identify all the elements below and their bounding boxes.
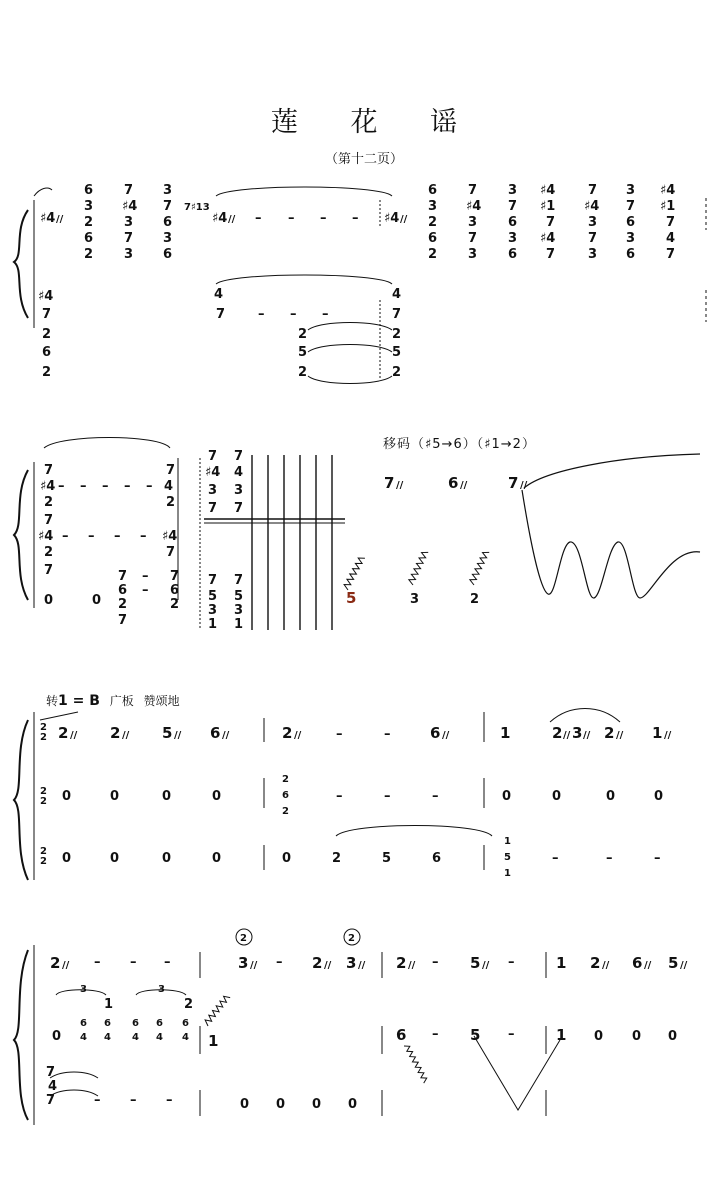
svg-text:4: 4 [156,1032,163,1043]
svg-text:0: 0 [594,1029,604,1044]
svg-text:–: – [432,955,439,970]
svg-text://: // [294,730,302,741]
svg-text:3: 3 [468,247,478,262]
svg-text:–: – [552,851,559,866]
svg-text:2: 2 [40,722,47,733]
svg-text:♯4: ♯4 [212,211,228,226]
rest-zero: 0 [348,1097,358,1112]
svg-text:3: 3 [163,183,173,198]
svg-text:6: 6 [430,724,441,742]
svg-text:2: 2 [332,851,342,866]
svg-text:2: 2 [298,327,308,342]
svg-text:2: 2 [42,327,52,342]
svg-text:3: 3 [238,954,249,972]
svg-text:–: – [322,307,329,322]
svg-text:2: 2 [590,954,601,972]
svg-text://: // [358,960,366,971]
svg-text:7: 7 [42,307,52,322]
svg-text:3: 3 [346,954,357,972]
svg-text:–: – [606,851,613,866]
key-eq: = B [67,693,100,709]
svg-text://: // [62,960,70,971]
svg-text:7: 7 [384,474,395,492]
svg-text:0: 0 [110,789,120,804]
svg-text:2: 2 [396,954,407,972]
svg-text:7: 7 [626,199,636,214]
svg-text:4: 4 [214,287,224,302]
svg-text:4: 4 [132,1032,139,1043]
svg-text:–: – [94,955,101,970]
svg-text:2: 2 [428,247,438,262]
svg-text:7: 7 [234,449,244,464]
expression-mark: 赞颂地 [143,694,180,708]
svg-text://: // [324,960,332,971]
svg-text:0: 0 [52,1029,62,1044]
svg-text:1: 1 [208,617,218,632]
svg-text:2: 2 [604,724,615,742]
svg-text://: // [122,730,130,741]
svg-text:♯4: ♯4 [40,479,56,494]
note: ♯4 [40,211,56,226]
svg-text:0: 0 [632,1029,642,1044]
svg-text:6: 6 [448,474,459,492]
svg-text:–: – [142,569,149,584]
svg-text:5: 5 [392,345,402,360]
svg-text:6: 6 [42,345,52,360]
svg-text:6: 6 [626,215,636,230]
svg-text:6: 6 [182,1018,189,1029]
svg-text:4: 4 [104,1032,111,1043]
svg-text:3: 3 [572,724,583,742]
svg-text:2: 2 [298,365,308,380]
svg-text:6: 6 [163,247,173,262]
svg-text:2: 2 [84,247,94,262]
svg-text:3: 3 [80,984,87,995]
svg-text:–: – [336,727,343,742]
svg-text:2: 2 [184,997,194,1012]
svg-text:5: 5 [504,852,511,863]
svg-text:6: 6 [118,583,128,598]
svg-text:5: 5 [668,954,679,972]
svg-text://: // [520,480,528,491]
svg-text:0: 0 [212,789,222,804]
svg-text:6: 6 [428,231,438,246]
svg-text:0: 0 [552,789,562,804]
svg-text:0: 0 [162,789,172,804]
page-title: 莲 花 谣 [270,107,480,138]
svg-text:1: 1 [556,954,567,972]
svg-text:4: 4 [666,231,676,246]
svg-text:4: 4 [164,479,174,494]
svg-text://: // [602,960,610,971]
rest-zero: 0 [312,1097,322,1112]
svg-text://: // [250,960,258,971]
system-2-notes [38,449,528,632]
rest-zero: 0 [276,1097,286,1112]
svg-text:7: 7 [44,463,54,478]
svg-text:2: 2 [392,327,402,342]
svg-text:7: 7 [46,1065,56,1080]
svg-text:6: 6 [84,231,94,246]
svg-text:5: 5 [346,589,357,607]
svg-text:–: – [258,307,265,322]
svg-text:1: 1 [234,617,244,632]
svg-text:1: 1 [104,997,114,1012]
svg-text:3: 3 [508,231,518,246]
svg-text:1: 1 [500,724,511,742]
svg-text:6: 6 [156,1018,163,1029]
svg-text:7: 7 [163,199,173,214]
svg-text:2: 2 [40,846,47,857]
svg-text:3: 3 [158,984,165,995]
svg-text:5: 5 [382,851,392,866]
svg-text:3: 3 [163,231,173,246]
svg-text:2: 2 [312,954,323,972]
svg-text:6: 6 [508,215,518,230]
svg-text:6: 6 [396,1026,407,1044]
svg-text:6: 6 [508,247,518,262]
svg-text:–: – [166,1093,173,1108]
svg-text:6: 6 [163,215,173,230]
tempo-mark: 广板 [109,694,134,708]
svg-text:2: 2 [282,724,293,742]
circled-mark: 2 [348,933,355,944]
svg-text:7: 7 [588,231,598,246]
key-prefix: 转 [46,694,59,708]
svg-text:3: 3 [124,215,134,230]
svg-text:♯4: ♯4 [38,289,54,304]
svg-text:7: 7 [392,307,402,322]
svg-text:2: 2 [42,365,52,380]
svg-text:–: – [384,727,391,742]
svg-text:7: 7 [124,183,134,198]
svg-text:6: 6 [84,183,94,198]
svg-text:5: 5 [208,589,218,604]
svg-text:–: – [320,211,327,226]
svg-text:♯4: ♯4 [384,211,400,226]
svg-text:2: 2 [552,724,563,742]
svg-text://: // [482,960,490,971]
svg-text:0: 0 [44,593,54,608]
svg-text:–: – [146,479,153,494]
svg-text://: // [70,730,78,741]
svg-text:♯1: ♯1 [540,199,556,214]
svg-text://: // [400,214,408,225]
svg-text:6: 6 [626,247,636,262]
svg-text:♯4: ♯4 [466,199,482,214]
svg-text://: // [174,730,182,741]
svg-text:7: 7 [468,231,478,246]
svg-text:7: 7 [118,613,128,628]
svg-text:0: 0 [92,593,102,608]
svg-text:♯4: ♯4 [660,183,676,198]
svg-text:0: 0 [162,851,172,866]
svg-text:–: – [58,479,65,494]
svg-text:–: – [140,529,147,544]
svg-text:2: 2 [470,592,480,607]
svg-text:6: 6 [210,724,221,742]
svg-text:0: 0 [502,789,512,804]
svg-text://: // [56,214,64,225]
yima-annotation: 移码（♯5→6）（♯1→2） [383,437,536,452]
svg-text://: // [228,214,236,225]
svg-text:7: 7 [208,449,218,464]
svg-text:–: – [654,851,661,866]
svg-text:–: – [508,1027,515,1042]
svg-text:6: 6 [104,1018,111,1029]
svg-text://: // [563,730,571,741]
svg-text:0: 0 [62,789,72,804]
rest-zero: 0 [240,1097,250,1112]
svg-text:7: 7 [588,183,598,198]
page-subtitle: （第十二页） [324,152,403,167]
svg-text:3: 3 [468,215,478,230]
svg-text:3: 3 [508,183,518,198]
svg-text:7: 7 [44,563,54,578]
svg-text:7: 7 [208,501,218,516]
system-4-notes [46,933,688,1112]
svg-text:2: 2 [44,545,54,560]
svg-text:3: 3 [234,603,244,618]
svg-text:4: 4 [182,1032,189,1043]
svg-text:4: 4 [80,1032,87,1043]
system-3-notes [40,722,672,879]
svg-text:2: 2 [40,796,47,807]
svg-text://: // [664,730,672,741]
svg-text:7: 7 [124,231,134,246]
svg-text:♯4: ♯4 [38,529,54,544]
svg-text:–: – [142,583,149,598]
svg-text:–: – [336,789,343,804]
svg-text:5: 5 [298,345,308,360]
svg-text:2: 2 [58,724,69,742]
svg-text:–: – [130,955,137,970]
svg-text:7: 7 [666,247,676,262]
system-1-notes [38,183,675,380]
svg-text://: // [644,960,652,971]
svg-text:♯4: ♯4 [540,183,556,198]
svg-text:6: 6 [428,183,438,198]
svg-text:3: 3 [410,592,420,607]
svg-text:♯4: ♯4 [162,529,178,544]
svg-text:6: 6 [170,583,180,598]
system-3 [14,709,620,881]
svg-text://: // [583,730,591,741]
svg-text:1: 1 [652,724,663,742]
svg-text:–: – [130,1093,137,1108]
svg-text:2: 2 [40,732,47,743]
svg-text:2: 2 [392,365,402,380]
svg-text:–: – [114,529,121,544]
svg-text:2: 2 [118,597,128,612]
svg-text:–: – [384,789,391,804]
svg-text:♯4: ♯4 [540,231,556,246]
svg-text:5: 5 [234,589,244,604]
svg-text:–: – [164,955,171,970]
svg-text:–: – [102,479,109,494]
svg-text:6: 6 [132,1018,139,1029]
svg-text:2: 2 [428,215,438,230]
svg-text://: // [408,960,416,971]
svg-text:1: 1 [504,868,511,879]
svg-text:7: 7 [166,545,176,560]
svg-text:–: – [255,211,262,226]
svg-text:4: 4 [392,287,402,302]
svg-text:7: 7 [166,463,176,478]
svg-text:–: – [432,789,439,804]
svg-text:–: – [288,211,295,226]
svg-text:3: 3 [588,247,598,262]
svg-text:7: 7 [234,501,244,516]
svg-text:5: 5 [162,724,173,742]
svg-text:1: 1 [208,1032,219,1050]
svg-text:2: 2 [40,856,47,867]
svg-text:3: 3 [208,603,218,618]
svg-text:2: 2 [282,774,289,785]
svg-text://: // [680,960,688,971]
svg-text:2: 2 [40,786,47,797]
key-one: 1 [58,693,68,709]
svg-text:2: 2 [44,495,54,510]
system-1 [14,187,706,384]
svg-text:0: 0 [606,789,616,804]
svg-text:7: 7 [118,569,128,584]
svg-text:7: 7 [46,1093,56,1108]
svg-text:2: 2 [50,954,61,972]
svg-text:2: 2 [166,495,176,510]
svg-text:1: 1 [556,1026,567,1044]
svg-text:4: 4 [48,1079,58,1094]
svg-text:3: 3 [588,215,598,230]
svg-text:3: 3 [234,483,244,498]
svg-text:3: 3 [84,199,94,214]
svg-text:7: 7 [508,474,519,492]
svg-text:6: 6 [80,1018,87,1029]
svg-text:–: – [94,1093,101,1108]
svg-text:♯4: ♯4 [205,465,221,480]
svg-text:2: 2 [110,724,121,742]
svg-text:–: – [62,529,69,544]
svg-text:2: 2 [84,215,94,230]
svg-text:0: 0 [282,851,292,866]
svg-text:–: – [88,529,95,544]
svg-text:–: – [508,955,515,970]
svg-text:7: 7 [234,573,244,588]
svg-text:–: – [432,1027,439,1042]
svg-text:0: 0 [110,851,120,866]
circled-mark: 2 [240,933,247,944]
svg-text:3: 3 [208,483,218,498]
svg-text:3: 3 [626,231,636,246]
svg-text:6: 6 [432,851,442,866]
svg-text://: // [222,730,230,741]
svg-text:7: 7 [170,569,180,584]
svg-text:0: 0 [654,789,664,804]
svg-text:0: 0 [62,851,72,866]
svg-text:4: 4 [234,465,244,480]
svg-text:–: – [276,955,283,970]
svg-text:♯1: ♯1 [660,199,676,214]
svg-text:–: – [352,211,359,226]
svg-text://: // [442,730,450,741]
svg-text:7: 7 [546,215,556,230]
svg-text:♯4: ♯4 [122,199,138,214]
svg-text:–: – [80,479,87,494]
svg-text:5: 5 [470,1026,481,1044]
svg-text:0: 0 [212,851,222,866]
svg-text:♯4: ♯4 [584,199,600,214]
svg-text:6: 6 [632,954,643,972]
svg-text:–: – [124,479,131,494]
svg-text:0: 0 [668,1029,678,1044]
svg-text:3: 3 [626,183,636,198]
svg-text:1: 1 [504,836,511,847]
svg-text:7♯13: 7♯13 [184,202,210,213]
svg-text:2: 2 [282,806,289,817]
svg-text://: // [396,480,404,491]
svg-text:2: 2 [170,597,180,612]
svg-text:7: 7 [546,247,556,262]
svg-text:3: 3 [124,247,134,262]
svg-text:7: 7 [208,573,218,588]
svg-text:6: 6 [282,790,289,801]
svg-text:7: 7 [666,215,676,230]
svg-text:5: 5 [470,954,481,972]
svg-text:3: 3 [428,199,438,214]
brace [14,210,28,318]
svg-text:7: 7 [508,199,518,214]
svg-text:7: 7 [468,183,478,198]
svg-text:7: 7 [216,307,226,322]
svg-text:–: – [290,307,297,322]
svg-text://: // [460,480,468,491]
svg-text:7: 7 [44,513,54,528]
svg-text://: // [616,730,624,741]
